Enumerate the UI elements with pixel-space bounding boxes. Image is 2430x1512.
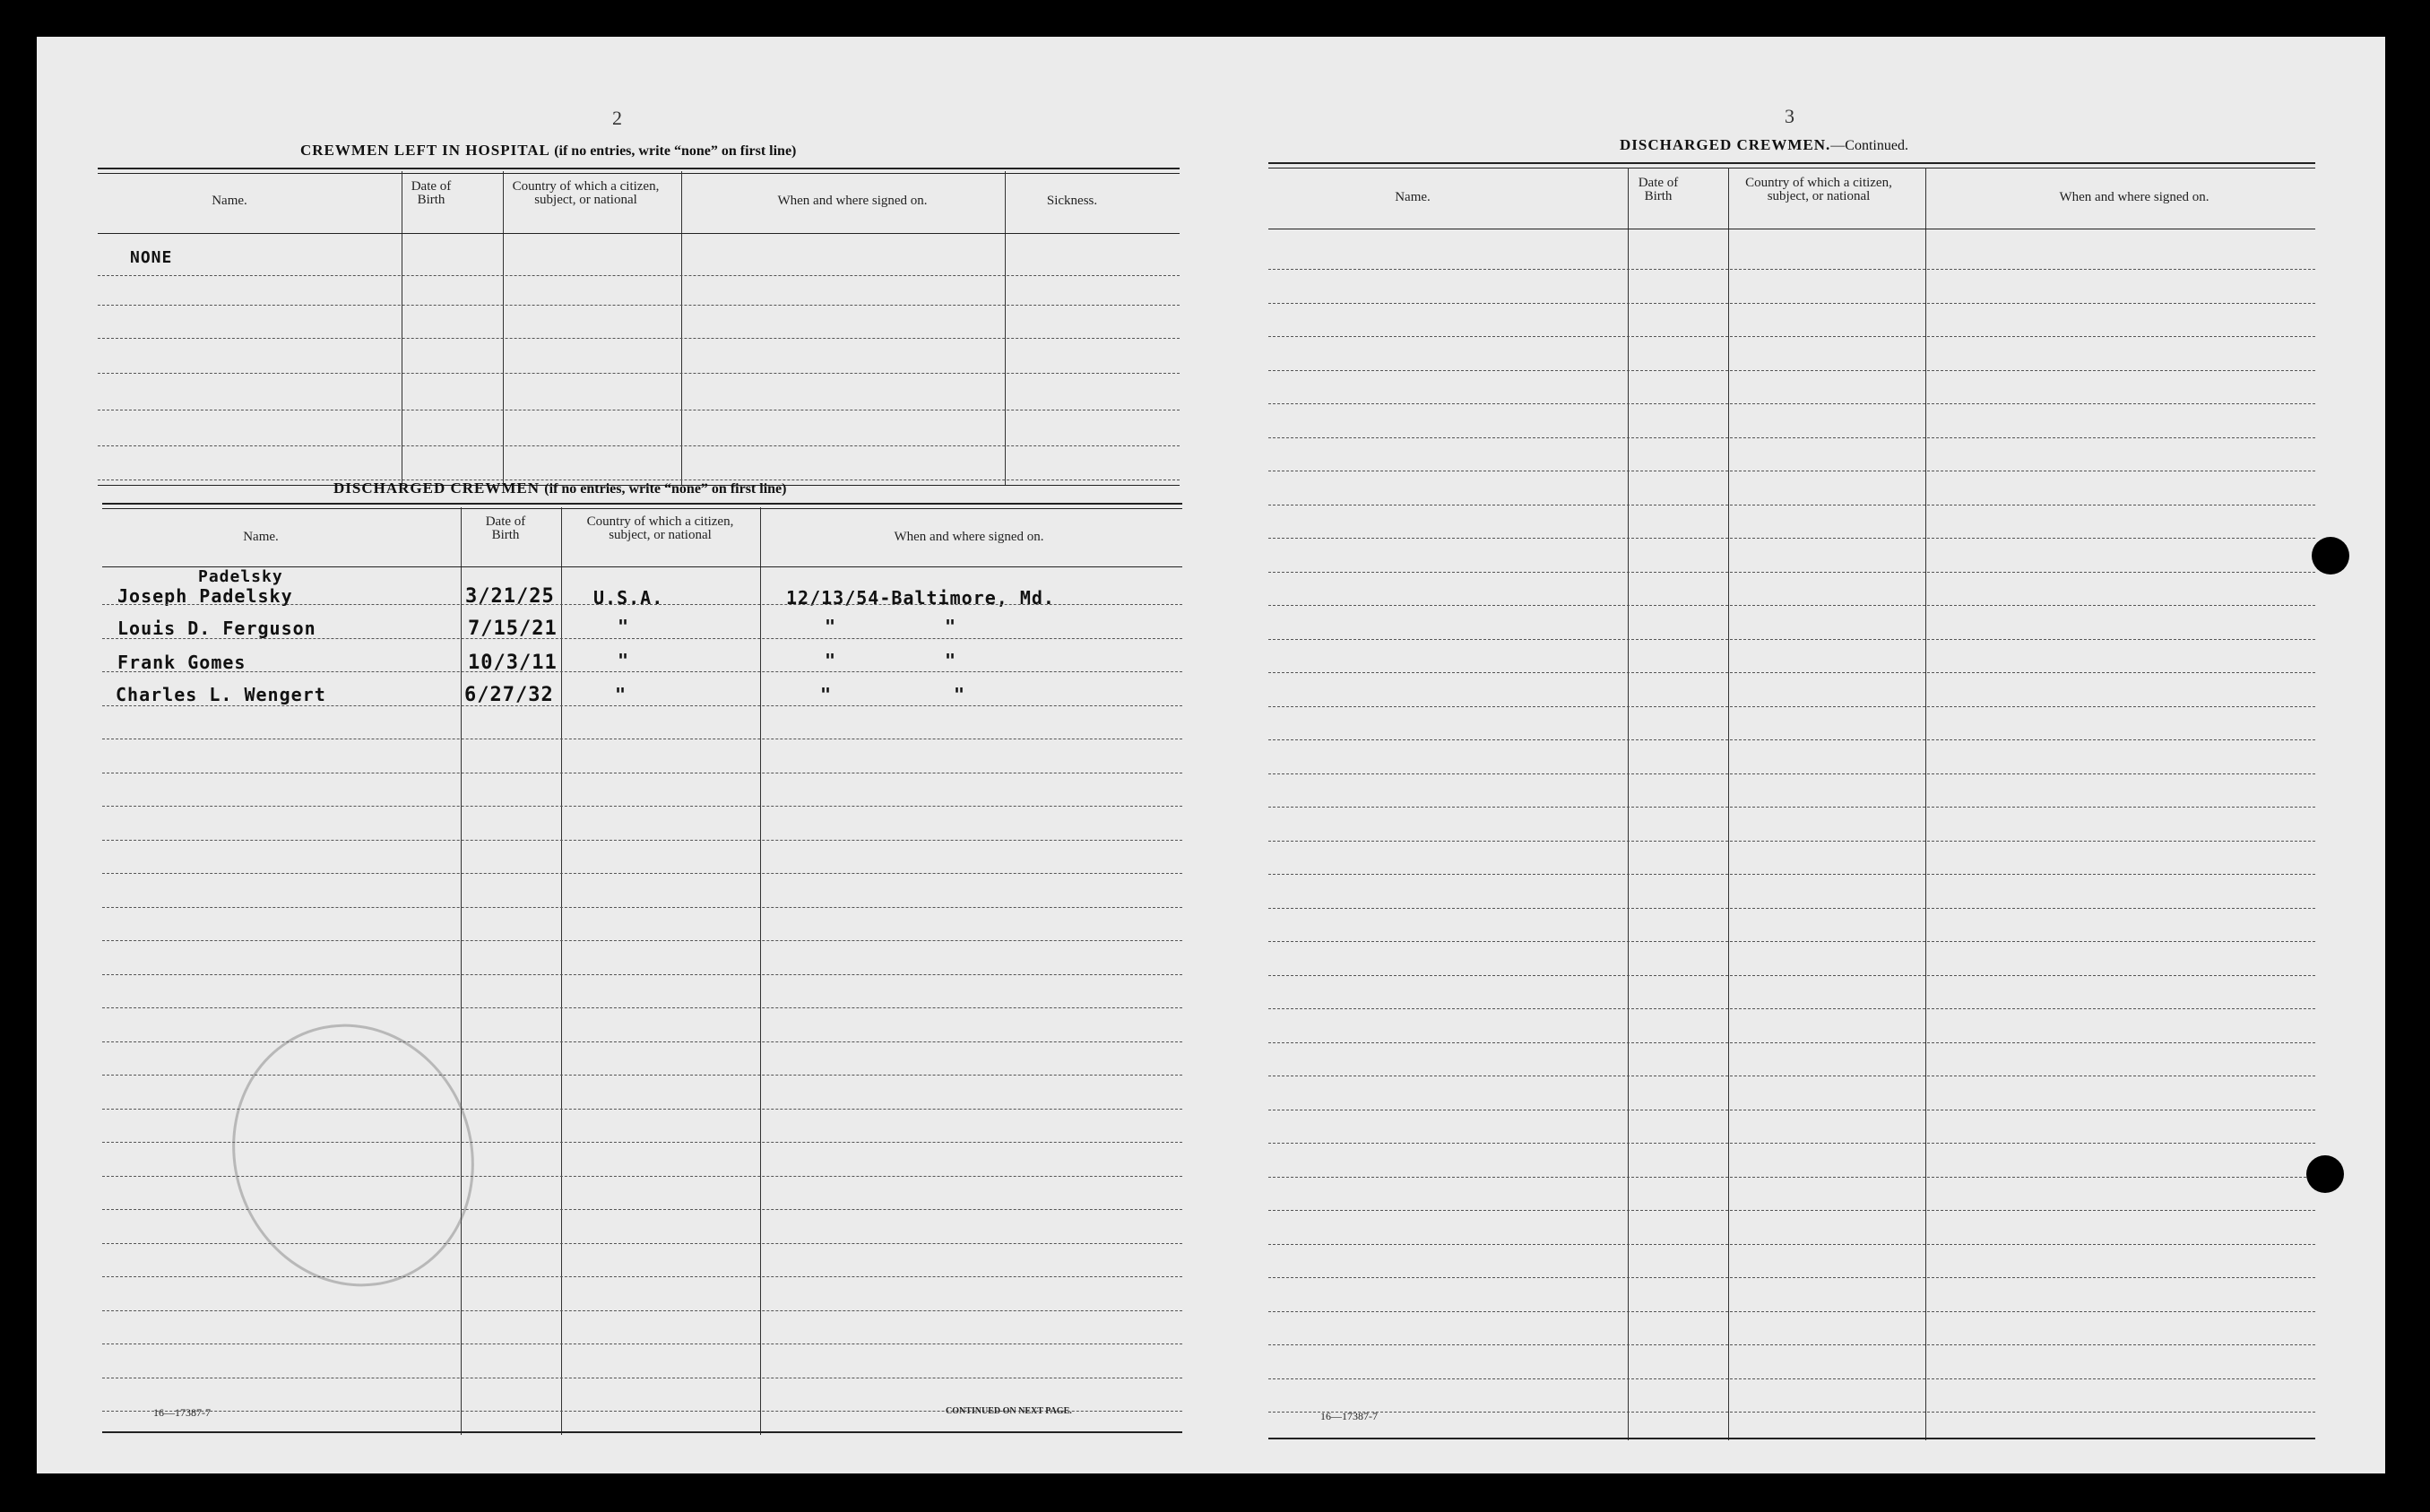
hospital-entry: NONE xyxy=(130,248,173,267)
faded-stamp xyxy=(195,989,510,1320)
page-number: 3 xyxy=(1785,105,1794,127)
row-line xyxy=(1268,1244,2315,1245)
hospital-section-title: CREWMEN LEFT IN HOSPITAL (if no entries, write “none” on first line) xyxy=(300,142,797,159)
discharged-col-divider xyxy=(561,507,562,1435)
punch-hole xyxy=(2312,537,2349,575)
row-line xyxy=(1268,706,2315,707)
discharged-header-country: Country of which a citizen, subject, or national xyxy=(586,514,734,542)
hospital-row-line xyxy=(98,445,1180,446)
hospital-header-dob: Date of Birth xyxy=(411,179,452,207)
row-line xyxy=(1268,1177,2315,1178)
row-line xyxy=(1268,807,2315,808)
crew-dob: 7/15/21 xyxy=(468,618,558,640)
row-line xyxy=(102,974,1182,975)
hospital-col-divider xyxy=(503,171,504,485)
row-line xyxy=(1268,1344,2315,1345)
right-col-divider xyxy=(1728,168,1729,1440)
crew-signed-place: " xyxy=(954,684,966,705)
row-line xyxy=(102,705,1182,706)
crew-signed-date: " xyxy=(820,684,833,705)
discharged-bottom-rule xyxy=(102,1431,1182,1433)
crew-signed-place: " xyxy=(945,650,957,671)
row-line xyxy=(102,1276,1182,1277)
continued-note: CONTINUED ON NEXT PAGE. xyxy=(946,1406,1072,1416)
hospital-row-line xyxy=(98,338,1180,339)
row-line xyxy=(1268,739,2315,740)
row-line xyxy=(1268,336,2315,337)
row-line xyxy=(1268,1008,2315,1009)
discharged-header-dob: Date of Birth xyxy=(485,514,526,542)
row-line xyxy=(102,840,1182,841)
row-line xyxy=(1268,1042,2315,1043)
hospital-header-rule xyxy=(98,233,1180,234)
row-line xyxy=(102,671,1182,672)
row-line xyxy=(102,604,1182,605)
row-line xyxy=(1268,538,2315,539)
footer-code: 16—17387-7 xyxy=(1320,1410,1378,1422)
row-line xyxy=(1268,370,2315,371)
row-line xyxy=(1268,437,2315,438)
discharged-header-name: Name. xyxy=(243,530,279,544)
right-top-rule xyxy=(1268,162,2315,168)
left-page xyxy=(37,37,1202,1473)
discharged-col-divider xyxy=(461,507,462,1435)
hospital-header-country: Country of which a citizen, subject, or national xyxy=(512,179,660,207)
crew-signed-on: 12/13/54-Baltimore, Md. xyxy=(786,587,1055,609)
footer-code: 16—17387-7 xyxy=(153,1406,211,1419)
right-col-divider xyxy=(1925,168,1926,1440)
row-line xyxy=(1268,303,2315,304)
crew-dob: 10/3/11 xyxy=(468,652,558,674)
right-page xyxy=(1211,37,2385,1473)
row-line xyxy=(1268,605,2315,606)
hospital-col-divider xyxy=(681,171,682,485)
name-correction: Padelsky xyxy=(198,567,283,586)
crew-country: " xyxy=(615,684,627,705)
row-line xyxy=(102,1243,1182,1244)
row-line xyxy=(1268,1210,2315,1211)
right-header-country: Country of which a citizen, subject, or national xyxy=(1745,176,1892,203)
crew-name: Charles L. Wengert xyxy=(116,684,326,705)
row-line xyxy=(1268,1412,2315,1413)
crew-country: " xyxy=(618,616,630,637)
discharged-header-signed: When and where signed on. xyxy=(894,530,1044,544)
hospital-header-name: Name. xyxy=(212,194,247,208)
hospital-header-signed: When and where signed on. xyxy=(777,194,928,208)
row-line xyxy=(1268,639,2315,640)
row-line xyxy=(102,873,1182,874)
discharged-top-rule xyxy=(102,503,1182,509)
crew-name: Louis D. Ferguson xyxy=(117,618,316,639)
discharged-continued-title: DISCHARGED CREWMEN.—Continued. xyxy=(1620,136,1908,153)
row-line xyxy=(1268,941,2315,942)
row-line xyxy=(102,638,1182,639)
hospital-header-sickness: Sickness. xyxy=(1046,194,1098,208)
page-number: 2 xyxy=(612,107,622,129)
right-col-divider xyxy=(1628,168,1629,1440)
discharged-col-divider xyxy=(760,507,761,1435)
row-line xyxy=(1268,841,2315,842)
row-line xyxy=(1268,1277,2315,1278)
hospital-row-line xyxy=(98,373,1180,374)
right-header-signed: When and where signed on. xyxy=(2059,190,2209,204)
row-line xyxy=(102,1041,1182,1042)
row-line xyxy=(102,940,1182,941)
crew-country: U.S.A. xyxy=(593,587,664,609)
crew-dob: 6/27/32 xyxy=(464,684,554,706)
crew-signed-date: " xyxy=(825,616,837,637)
crew-signed-place: " xyxy=(945,616,957,637)
row-line xyxy=(1268,269,2315,270)
row-line xyxy=(102,907,1182,908)
row-line xyxy=(1268,672,2315,673)
hospital-row-line xyxy=(98,305,1180,306)
crew-country: " xyxy=(618,650,630,671)
crew-dob: 3/21/25 xyxy=(465,585,555,608)
row-line xyxy=(102,806,1182,807)
row-line xyxy=(1268,572,2315,573)
row-line xyxy=(102,1007,1182,1008)
row-line xyxy=(1268,1378,2315,1379)
row-line xyxy=(102,1310,1182,1311)
row-line xyxy=(1268,1311,2315,1312)
hospital-top-rule xyxy=(98,168,1180,174)
row-line xyxy=(1268,874,2315,875)
row-line xyxy=(1268,773,2315,774)
document-sheet xyxy=(37,37,2385,1473)
row-line xyxy=(1268,908,2315,909)
right-header-dob: Date of Birth xyxy=(1638,176,1679,203)
row-line xyxy=(1268,403,2315,404)
crew-signed-date: " xyxy=(825,650,837,671)
crew-name: Joseph Padelsky xyxy=(117,585,293,607)
punch-hole xyxy=(2306,1155,2344,1193)
crew-name: Frank Gomes xyxy=(117,652,246,673)
row-line xyxy=(1268,1143,2315,1144)
hospital-row-line xyxy=(98,275,1180,276)
hospital-col-divider xyxy=(1005,171,1006,485)
row-line xyxy=(1268,975,2315,976)
right-bottom-rule xyxy=(1268,1438,2315,1439)
discharged-section-title: DISCHARGED CREWMEN (if no entries, write “none” on first line) xyxy=(333,480,787,497)
right-header-name: Name. xyxy=(1395,190,1431,204)
